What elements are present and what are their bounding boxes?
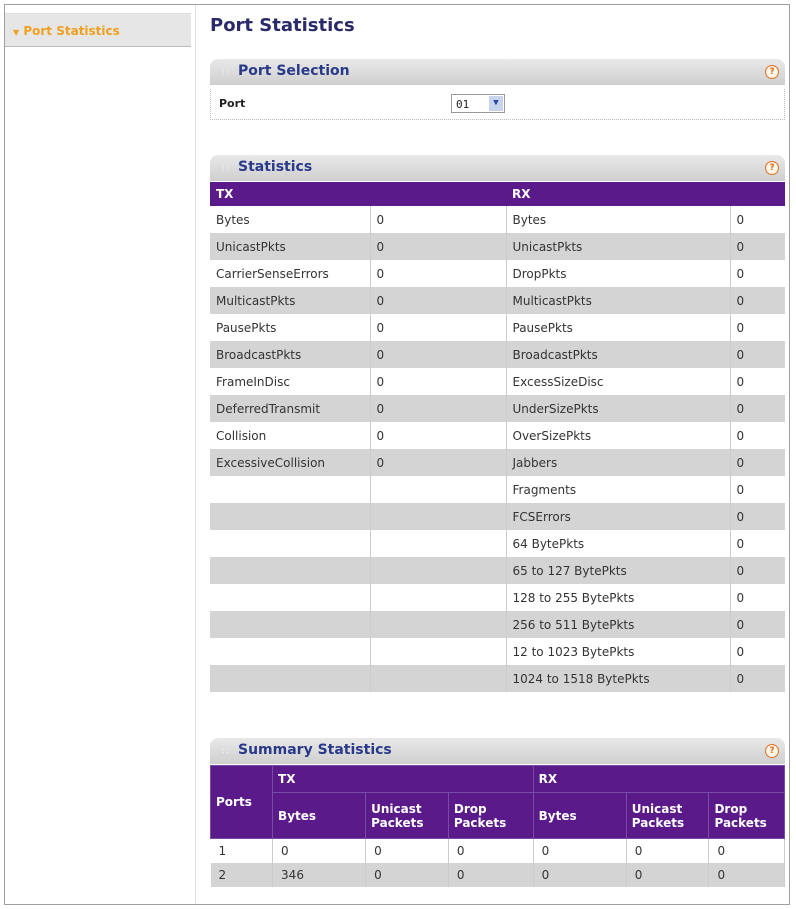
rx-value-cell: 0 (736, 320, 745, 335)
tx-value-cell (370, 638, 506, 665)
table-row (210, 449, 785, 476)
tx-header: TX (210, 182, 506, 206)
help-icon[interactable]: ? (765, 65, 779, 79)
summary-title: Summary Statistics (238, 742, 392, 758)
tx-value-cell (370, 584, 506, 611)
triangle-down-icon: ▼ (13, 28, 20, 37)
rx-label-cell: Jabbers (506, 449, 730, 476)
rx-value-cell: 0 (730, 665, 785, 692)
rx-unicast-header: Unicast Packets (626, 793, 709, 839)
rx-label-cell: 64 BytePkts (506, 530, 730, 557)
grip-icon: :: (222, 163, 230, 172)
rx-label-cell: 128 to 255 BytePkts (506, 584, 730, 611)
tx-value-cell: 0 (370, 341, 506, 368)
rx-value-cell: 0 (736, 536, 745, 551)
app-frame (4, 4, 790, 905)
port-select-value: 01 (456, 98, 470, 111)
rx-label-cell: FCSErrors (506, 503, 730, 530)
table-row (210, 206, 785, 233)
summary-rx-drop-cell: 0 (709, 863, 785, 887)
summary-rx-header: RX (533, 766, 784, 793)
table-row (210, 233, 785, 260)
tx-label-cell: Collision (210, 422, 370, 449)
tx-bytes-header: Bytes (273, 793, 366, 839)
rx-drop-header: Drop Packets (709, 793, 785, 839)
table-row (211, 839, 785, 864)
tx-label-cell: Bytes (210, 206, 370, 233)
tx-drop-header: Drop Packets (448, 793, 533, 839)
rx-value-cell: 0 (730, 611, 785, 638)
sidebar-item-port-statistics[interactable] (5, 13, 191, 47)
tx-label-cell: DeferredTransmit (210, 395, 370, 422)
table-row (210, 584, 785, 611)
tx-label-cell: FrameInDisc (210, 368, 370, 395)
port-label: Port (219, 97, 246, 110)
rx-label-cell: Fragments (506, 476, 730, 503)
rx-value-cell: 0 (736, 428, 745, 443)
rx-value-cell: 0 (730, 395, 785, 422)
grip-icon: :: (222, 67, 230, 76)
tx-label-cell (210, 611, 370, 638)
summary-tx-bytes-cell: 0 (273, 839, 366, 864)
rx-value-cell: 0 (730, 557, 785, 584)
tx-unicast-header: Unicast Packets (366, 793, 449, 839)
port-selection-title: Port Selection (238, 63, 350, 79)
rx-value-cell: 0 (730, 449, 785, 476)
chevron-down-icon[interactable]: ▼ (489, 96, 503, 111)
rx-label-cell: 256 to 511 BytePkts (506, 611, 730, 638)
summary-rx-bytes-cell: 0 (533, 839, 626, 864)
rx-label-cell: UnderSizePkts (506, 395, 730, 422)
summary-tx-header: TX (273, 766, 534, 793)
statistics-table (210, 182, 785, 692)
tx-value-cell (370, 530, 506, 557)
summary-header (210, 738, 785, 764)
tx-value-cell (370, 611, 506, 638)
tx-value-cell: 0 (370, 422, 506, 449)
summary-rx-drop-cell: 0 (709, 839, 785, 864)
rx-label-cell: Bytes (506, 206, 730, 233)
rx-value-cell: 0 (736, 482, 745, 497)
rx-value-cell: 0 (736, 374, 745, 389)
rx-header: RX (506, 182, 785, 206)
rx-value-cell: 0 (736, 212, 745, 227)
rx-value-cell: 0 (730, 503, 785, 530)
sidebar (5, 5, 196, 905)
tx-value-cell: 0 (370, 368, 506, 395)
help-icon[interactable]: ? (765, 744, 779, 758)
summary-tx-unicast-cell: 0 (366, 863, 449, 887)
table-row (210, 530, 785, 557)
table-row (210, 665, 785, 692)
table-row (210, 638, 785, 665)
tx-value-cell (370, 476, 506, 503)
tx-label-cell (210, 638, 370, 665)
table-row (210, 341, 785, 368)
tx-value-cell: 0 (370, 314, 506, 341)
rx-value-cell: 0 (730, 233, 785, 260)
table-row (211, 863, 785, 887)
rx-label-cell: 12 to 1023 BytePkts (506, 638, 730, 665)
table-row (210, 503, 785, 530)
tx-value-cell (370, 665, 506, 692)
tx-value-cell: 0 (370, 206, 506, 233)
summary-port-cell: 1 (211, 839, 273, 864)
table-row (210, 611, 785, 638)
tx-label-cell: UnicastPkts (210, 233, 370, 260)
tx-label-cell (210, 557, 370, 584)
rx-value-cell: 0 (730, 287, 785, 314)
tx-label-cell: BroadcastPkts (210, 341, 370, 368)
rx-label-cell: OverSizePkts (506, 422, 730, 449)
table-row (210, 368, 785, 395)
table-row (210, 287, 785, 314)
summary-rx-bytes-cell: 0 (533, 863, 626, 887)
tx-label-cell: ExcessiveCollision (210, 449, 370, 476)
tx-label-cell: MulticastPkts (210, 287, 370, 314)
rx-label-cell: DropPkts (506, 260, 730, 287)
rx-label-cell: MulticastPkts (506, 287, 730, 314)
tx-label-cell (210, 530, 370, 557)
table-row (210, 314, 785, 341)
rx-label-cell: 1024 to 1518 BytePkts (506, 665, 730, 692)
grip-icon: :: (222, 746, 230, 755)
tx-value-cell: 0 (370, 395, 506, 422)
statistics-header (210, 155, 785, 181)
summary-rx-unicast-cell: 0 (626, 863, 709, 887)
tx-value-cell (370, 503, 506, 530)
rx-value-cell: 0 (736, 644, 745, 659)
ports-header: Ports (211, 766, 273, 839)
page-title: Port Statistics (210, 15, 355, 36)
port-select[interactable] (451, 94, 505, 113)
table-row (210, 557, 785, 584)
summary-tx-bytes-cell: 346 (273, 863, 366, 887)
help-icon[interactable]: ? (765, 161, 779, 175)
rx-value-cell: 0 (736, 590, 745, 605)
rx-bytes-header: Bytes (533, 793, 626, 839)
port-row (210, 89, 785, 120)
summary-tx-drop-cell: 0 (448, 863, 533, 887)
tx-label-cell (210, 665, 370, 692)
tx-label-cell (210, 503, 370, 530)
rx-label-cell: ExcessSizeDisc (506, 368, 730, 395)
rx-label-cell: UnicastPkts (506, 233, 730, 260)
rx-label-cell: BroadcastPkts (506, 341, 730, 368)
summary-table (210, 765, 785, 887)
table-row (210, 476, 785, 503)
summary-tx-unicast-cell: 0 (366, 839, 449, 864)
tx-label-cell: CarrierSenseErrors (210, 260, 370, 287)
rx-label-cell: 65 to 127 BytePkts (506, 557, 730, 584)
table-row (210, 260, 785, 287)
tx-value-cell (370, 557, 506, 584)
table-row (210, 395, 785, 422)
summary-port-cell: 2 (211, 863, 273, 887)
tx-label-cell (210, 584, 370, 611)
table-row (210, 422, 785, 449)
statistics-title: Statistics (238, 159, 313, 175)
rx-value-cell: 0 (730, 341, 785, 368)
summary-rx-unicast-cell: 0 (626, 839, 709, 864)
port-selection-header (210, 59, 785, 85)
tx-label-cell (210, 476, 370, 503)
tx-value-cell: 0 (370, 287, 506, 314)
summary-tx-drop-cell: 0 (448, 839, 533, 864)
rx-label-cell: PausePkts (506, 314, 730, 341)
tx-label-cell: PausePkts (210, 314, 370, 341)
sidebar-item-label: Port Statistics (23, 24, 120, 38)
tx-value-cell: 0 (370, 233, 506, 260)
tx-value-cell: 0 (370, 449, 506, 476)
rx-value-cell: 0 (736, 266, 745, 281)
tx-value-cell: 0 (370, 260, 506, 287)
